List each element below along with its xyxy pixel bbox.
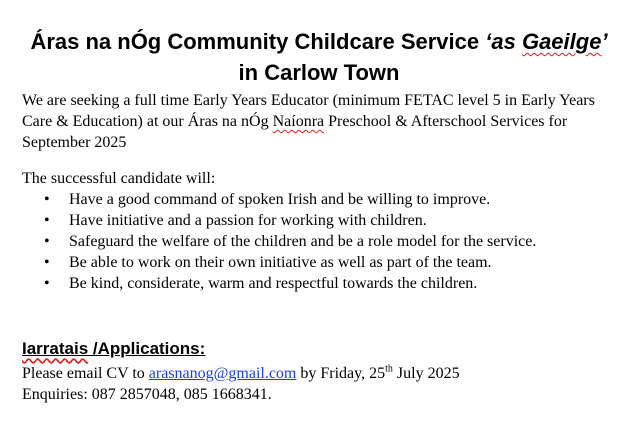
applications-heading [22,337,205,361]
page-title-line-1 [0,27,638,57]
intro-text-before: We are seeking a full time Early Years Educator (minimum FETAC level 5 in Early Years Care & Education) at our Áras na nÓg [22,92,595,130]
requirements-list [22,189,632,294]
enquiries-line: Enquiries: 087 2857048, 085 1668341. [22,386,272,403]
deadline-month-year: July 2025 [392,365,460,382]
list-item [22,189,632,210]
title-italic-open: ‘as [485,29,522,54]
applications-heading-rest: /Applications: [88,339,206,358]
list-item [22,231,632,252]
email-link[interactable]: arasnanog@gmail.com [148,365,297,382]
title-gaeilge-word: Gaeilge [521,29,602,54]
deadline-ordinal-suffix: th [385,363,393,375]
intro-paragraph [22,90,622,153]
list-item [22,252,632,273]
intro-naionra-word: Naíonra [272,113,325,130]
list-item-text: Have a good command of spoken Irish and be willing to improve. [69,191,491,208]
applications-heading-irish: Iarratais [22,339,89,358]
list-item [22,273,632,294]
list-item [22,210,632,231]
bullet-icon: • [44,212,50,229]
deadline-text: by Friday, 25 [296,365,386,382]
title-italic-close: ’ [601,29,608,54]
bullet-icon: • [44,254,50,271]
bullet-icon: • [44,275,50,292]
list-item-text: Be kind, considerate, warm and respectful towards the children. [69,275,478,292]
email-instruction [22,363,460,384]
email-prefix: Please email CV to [22,365,149,382]
page-title-line-2: in Carlow Town [238,60,400,85]
list-item-text: Safeguard the welfare of the children and be a role model for the service. [69,233,537,250]
title-italic-phrase [485,29,607,54]
bullet-icon: • [44,233,50,250]
requirements-lead: The successful candidate will: [22,170,216,187]
list-item-text: Be able to work on their own initiative as well as part of the team. [69,254,492,271]
intro-text-after: Preschool & Afterschool Services for September 2025 [22,113,568,151]
title-prefix: Áras na nÓg Community Childcare Service [30,29,486,54]
bullet-icon: • [44,191,50,208]
list-item-text: Have initiative and a passion for working with children. [69,212,427,229]
